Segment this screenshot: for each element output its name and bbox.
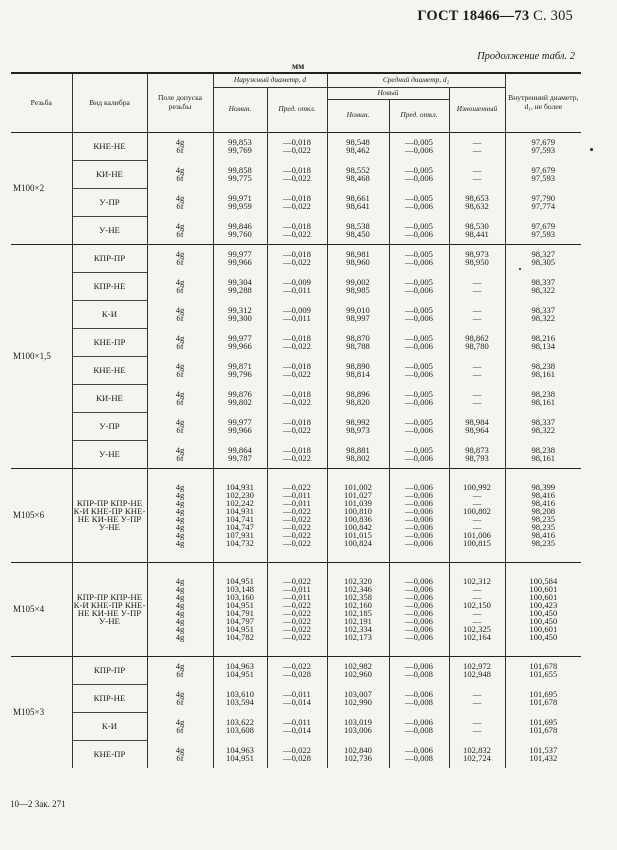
tolerance: 4g 6f [147, 244, 213, 272]
tolerance: 4g 6f [147, 740, 213, 768]
tolerance: 4g 6f [147, 160, 213, 188]
print-order-footer: 10—2 Зак. 271 [10, 799, 66, 809]
table-row [11, 712, 581, 740]
outer-dev: —0,018 —0,022 [267, 132, 327, 160]
table-row [11, 562, 581, 656]
inner-diameter: 97,790 97,774 [505, 188, 581, 216]
worn-diameter: — — [449, 300, 505, 328]
mid-dev: —0,005 —0,006 [389, 440, 449, 468]
gauge-type: КНЕ-ПР [72, 328, 147, 356]
mid-nom: 98,552 98,468 [327, 160, 389, 188]
mid-dev: —0,005 —0,006 [389, 244, 449, 272]
tolerance-list: 4g 4g 4g 4g 4g 4g 4g 4g [147, 468, 213, 562]
col-gauge-header: Вид калибра [72, 73, 147, 132]
mid-nom: 98,870 98,788 [327, 328, 389, 356]
outer-nom: 103,610 103,594 [213, 684, 267, 712]
inner-diameter: 98,238 98,161 [505, 356, 581, 384]
tolerance: 4g 6f [147, 300, 213, 328]
gauge-type: У-НЕ [72, 440, 147, 468]
col-inner-diameter-header: Внутренний диаметр, d₁, не более [505, 73, 581, 132]
outer-dev: —0,022 —0,028 [267, 740, 327, 768]
worn-diameter: — — [449, 160, 505, 188]
inner-diameter: 97,679 97,593 [505, 216, 581, 244]
mid-dev: —0,005 —0,006 [389, 384, 449, 412]
outer-diameter-group-header: Наружный диаметр, d [213, 73, 327, 87]
mid-dev: —0,005 —0,006 [389, 188, 449, 216]
gauge-type: К-И [72, 712, 147, 740]
thread-group [11, 562, 581, 656]
thread-designation: М100×2 [11, 132, 72, 244]
outer-dev: —0,009 —0,011 [267, 300, 327, 328]
inner-diameter: 98,337 98,322 [505, 300, 581, 328]
outer-nom: 99,977 99,966 [213, 244, 267, 272]
worn-list: 102,312 — — 102,150 — — 102,325 102,164 [449, 562, 505, 656]
inner-diameter: 101,537 101,432 [505, 740, 581, 768]
outer-nom: 99,977 99,966 [213, 328, 267, 356]
worn-diameter: — — [449, 132, 505, 160]
mid-nom: 103,019 103,006 [327, 712, 389, 740]
tolerance: 4g 6f [147, 188, 213, 216]
inner-diameter: 98,238 98,161 [505, 440, 581, 468]
inner-diameter: 101,678 101,655 [505, 656, 581, 684]
thread-designation: М105×4 [11, 562, 72, 656]
mid-dev: —0,005 —0,006 [389, 412, 449, 440]
inner-diameter: 98,216 98,134 [505, 328, 581, 356]
mid-dev-list: —0,006 —0,006 —0,006 —0,006 —0,006 —0,006 —0,006 —0,006 [389, 468, 449, 562]
worn-diameter: 102,832 102,724 [449, 740, 505, 768]
tolerance-list: 4g 4g 4g 4g 4g 4g 4g 4g [147, 562, 213, 656]
gauge-type: К-И [72, 300, 147, 328]
col-thread-header: Резьба [11, 73, 72, 132]
table-row [11, 244, 581, 272]
outer-nom: 103,622 103,608 [213, 712, 267, 740]
mid-nom: 99,010 98,997 [327, 300, 389, 328]
tolerance: 4g 6f [147, 356, 213, 384]
col-outer-dev-header: Пред. откл. [267, 87, 327, 132]
inner-diameter: 98,238 98,161 [505, 384, 581, 412]
outer-dev: —0,018 —0,022 [267, 412, 327, 440]
mid-diameter-group-header: Средний диаметр, d₂ [327, 73, 505, 87]
gauge-type: КПР-ПР [72, 656, 147, 684]
outer-dev: —0,009 —0,011 [267, 272, 327, 300]
outer-nom: 104,963 104,951 [213, 740, 267, 768]
table-continuation-note: Продолжение табл. 2 [477, 51, 575, 62]
tolerance: 4g 6f [147, 132, 213, 160]
mid-nom: 98,538 98,450 [327, 216, 389, 244]
table-row [11, 160, 581, 188]
table-row [11, 468, 581, 562]
table-row [11, 656, 581, 684]
table-row [11, 684, 581, 712]
col-outer-nom-header: Номин. [213, 87, 267, 132]
table-row [11, 412, 581, 440]
worn-diameter: 98,973 98,950 [449, 244, 505, 272]
worn-diameter: 98,653 98,632 [449, 188, 505, 216]
tolerance: 4g 6f [147, 656, 213, 684]
mid-nom: 98,548 98,462 [327, 132, 389, 160]
gauge-type: КИ-НЕ [72, 384, 147, 412]
mid-dev: —0,005 —0,006 [389, 132, 449, 160]
outer-nom: 104,963 104,951 [213, 656, 267, 684]
outer-dev: —0,018 —0,022 [267, 356, 327, 384]
mid-dev: —0,006 —0,008 [389, 712, 449, 740]
outer-dev-list: —0,022 —0,011 —0,011 —0,022 —0,022 —0,022 —0,022 —0,022 [267, 468, 327, 562]
tolerance: 4g 6f [147, 328, 213, 356]
table-row [11, 328, 581, 356]
mid-nom: 98,881 98,802 [327, 440, 389, 468]
outer-nom: 99,853 99,769 [213, 132, 267, 160]
gauge-type: КНЕ-ПР [72, 740, 147, 768]
table-row [11, 384, 581, 412]
tolerance: 4g 6f [147, 216, 213, 244]
outer-dev: —0,011 —0,014 [267, 712, 327, 740]
inner-diameter: 97,679 97,593 [505, 132, 581, 160]
col-worn-header: Изношенный [449, 87, 505, 132]
thread-group [11, 468, 581, 562]
inner-diameter: 98,337 98,322 [505, 272, 581, 300]
mid-dev-list: —0,006 —0,006 —0,006 —0,006 —0,006 —0,006 —0,006 —0,006 [389, 562, 449, 656]
inner-diameter: 101,695 101,678 [505, 712, 581, 740]
inner-diameter: 97,679 97,593 [505, 160, 581, 188]
worn-diameter: 98,984 98,964 [449, 412, 505, 440]
worn-diameter: — — [449, 684, 505, 712]
outer-dev: —0,018 —0,022 [267, 328, 327, 356]
gauge-type: У-ПР [72, 188, 147, 216]
col-mid-dev-header: Пред. откл. [389, 99, 449, 132]
inner-diameter: 98,337 98,322 [505, 412, 581, 440]
outer-nom: 99,971 99,959 [213, 188, 267, 216]
mid-dev: —0,006 —0,008 [389, 684, 449, 712]
tolerance: 4g 6f [147, 412, 213, 440]
outer-nom-list: 104,951 103,148 103,160 104,951 104,791 104,797 104,951 104,782 [213, 562, 267, 656]
outer-dev: —0,018 —0,022 [267, 216, 327, 244]
gauge-type: У-НЕ [72, 216, 147, 244]
outer-nom-list: 104,931 102,230 102,242 104,931 104,741 104,747 107,931 104,732 [213, 468, 267, 562]
outer-nom: 99,846 99,760 [213, 216, 267, 244]
mid-nom: 98,661 98,641 [327, 188, 389, 216]
outer-dev: —0,018 —0,022 [267, 244, 327, 272]
outer-dev-list: —0,022 —0,011 —0,011 —0,022 —0,022 —0,022 —0,022 —0,022 [267, 562, 327, 656]
thread-designation: М100×1,5 [11, 244, 72, 468]
outer-dev: —0,022 —0,028 [267, 656, 327, 684]
mid-dev: —0,005 —0,006 [389, 272, 449, 300]
tolerance: 4g 6f [147, 712, 213, 740]
mid-nom: 98,981 98,960 [327, 244, 389, 272]
mid-nom: 98,890 98,814 [327, 356, 389, 384]
outer-dev: —0,018 —0,022 [267, 160, 327, 188]
mid-dev: —0,006 —0,008 [389, 740, 449, 768]
worn-diameter: — — [449, 712, 505, 740]
mid-nom: 103,007 102,990 [327, 684, 389, 712]
table-row [11, 132, 581, 160]
units-label: мм [292, 61, 305, 71]
worn-list: 100,992 — — 100,802 — — 101,006 100,815 [449, 468, 505, 562]
outer-nom: 99,864 99,787 [213, 440, 267, 468]
tolerance: 4g 6f [147, 272, 213, 300]
table-row [11, 188, 581, 216]
tolerance: 4g 6f [147, 440, 213, 468]
outer-dev: —0,011 —0,014 [267, 684, 327, 712]
new-subgroup-header: Новый [327, 87, 449, 99]
worn-diameter: 102,972 102,948 [449, 656, 505, 684]
outer-dev: —0,018 —0,022 [267, 188, 327, 216]
page-header [417, 8, 573, 25]
table-row [11, 440, 581, 468]
mid-dev: —0,006 —0,008 [389, 656, 449, 684]
thread-designation: М105×6 [11, 468, 72, 562]
mid-nom-list: 102,320 102,346 102,358 102,160 102,185 102,191 102,334 102,173 [327, 562, 389, 656]
mid-dev: —0,005 —0,006 [389, 300, 449, 328]
table-row [11, 300, 581, 328]
outer-nom: 99,876 99,802 [213, 384, 267, 412]
table-row [11, 740, 581, 768]
outer-nom: 99,977 99,966 [213, 412, 267, 440]
thread-group [11, 132, 581, 244]
mid-nom-list: 101,002 101,027 101,039 100,810 100,836 100,842 101,015 100,824 [327, 468, 389, 562]
outer-nom: 99,858 99,775 [213, 160, 267, 188]
gauge-type: КПР-ПР [72, 244, 147, 272]
outer-nom: 99,871 99,796 [213, 356, 267, 384]
worn-diameter: 98,873 98,793 [449, 440, 505, 468]
gauge-type: КПР-НЕ [72, 272, 147, 300]
mid-nom: 98,992 98,973 [327, 412, 389, 440]
outer-dev: —0,018 —0,022 [267, 440, 327, 468]
table-row [11, 356, 581, 384]
gauge-type-list: КПР-ПР КПР-НЕ К-И КНЕ-ПР КНЕ-НЕ КИ-НЕ У-ПР У-НЕ [72, 562, 147, 656]
mid-dev: —0,005 —0,006 [389, 328, 449, 356]
col-tolerance-header: Поле допуска резьбы [147, 73, 213, 132]
gauge-dimensions-table [11, 72, 581, 768]
thread-group [11, 244, 581, 468]
mid-dev: —0,005 —0,006 [389, 356, 449, 384]
mid-nom: 102,840 102,736 [327, 740, 389, 768]
mid-nom: 99,002 98,985 [327, 272, 389, 300]
gauge-type: КИ-НЕ [72, 160, 147, 188]
table-row [11, 272, 581, 300]
outer-nom: 99,304 99,288 [213, 272, 267, 300]
gauge-type: КНЕ-НЕ [72, 132, 147, 160]
gauge-type: КПР-НЕ [72, 684, 147, 712]
mid-nom: 102,982 102,960 [327, 656, 389, 684]
worn-diameter: — — [449, 356, 505, 384]
worn-diameter: — — [449, 272, 505, 300]
inner-diameter-list: 98,399 98,416 98,416 98,208 98,235 98,235 98,416 98,235 [505, 468, 581, 562]
worn-diameter: — — [449, 384, 505, 412]
ink-speck [590, 148, 593, 151]
mid-dev: —0,005 —0,006 [389, 216, 449, 244]
mid-dev: —0,005 —0,006 [389, 160, 449, 188]
worn-diameter: 98,530 98,441 [449, 216, 505, 244]
outer-dev: —0,018 —0,022 [267, 384, 327, 412]
table-header [11, 73, 581, 132]
gauge-type: КНЕ-НЕ [72, 356, 147, 384]
tolerance: 4g 6f [147, 384, 213, 412]
page-number: С. 305 [533, 8, 573, 24]
gauge-type: У-ПР [72, 412, 147, 440]
thread-group [11, 656, 581, 768]
tolerance: 4g 6f [147, 684, 213, 712]
gauge-type-list: КПР-ПР КПР-НЕ К-И КНЕ-ПР КНЕ-НЕ КИ-НЕ У-ПР У-НЕ [72, 468, 147, 562]
mid-nom: 98,896 98,820 [327, 384, 389, 412]
standard-number: ГОСТ 18466—73 [417, 8, 530, 24]
outer-nom: 99,312 99,300 [213, 300, 267, 328]
table-row [11, 216, 581, 244]
col-mid-nom-header: Номин. [327, 99, 389, 132]
thread-designation: М105×3 [11, 656, 72, 768]
inner-diameter: 101,695 101,678 [505, 684, 581, 712]
worn-diameter: 98,862 98,780 [449, 328, 505, 356]
inner-diameter-list: 100,584 100,601 100,601 100,423 100,450 100,450 100,601 100,450 [505, 562, 581, 656]
inner-diameter: 98,327 98,305 [505, 244, 581, 272]
